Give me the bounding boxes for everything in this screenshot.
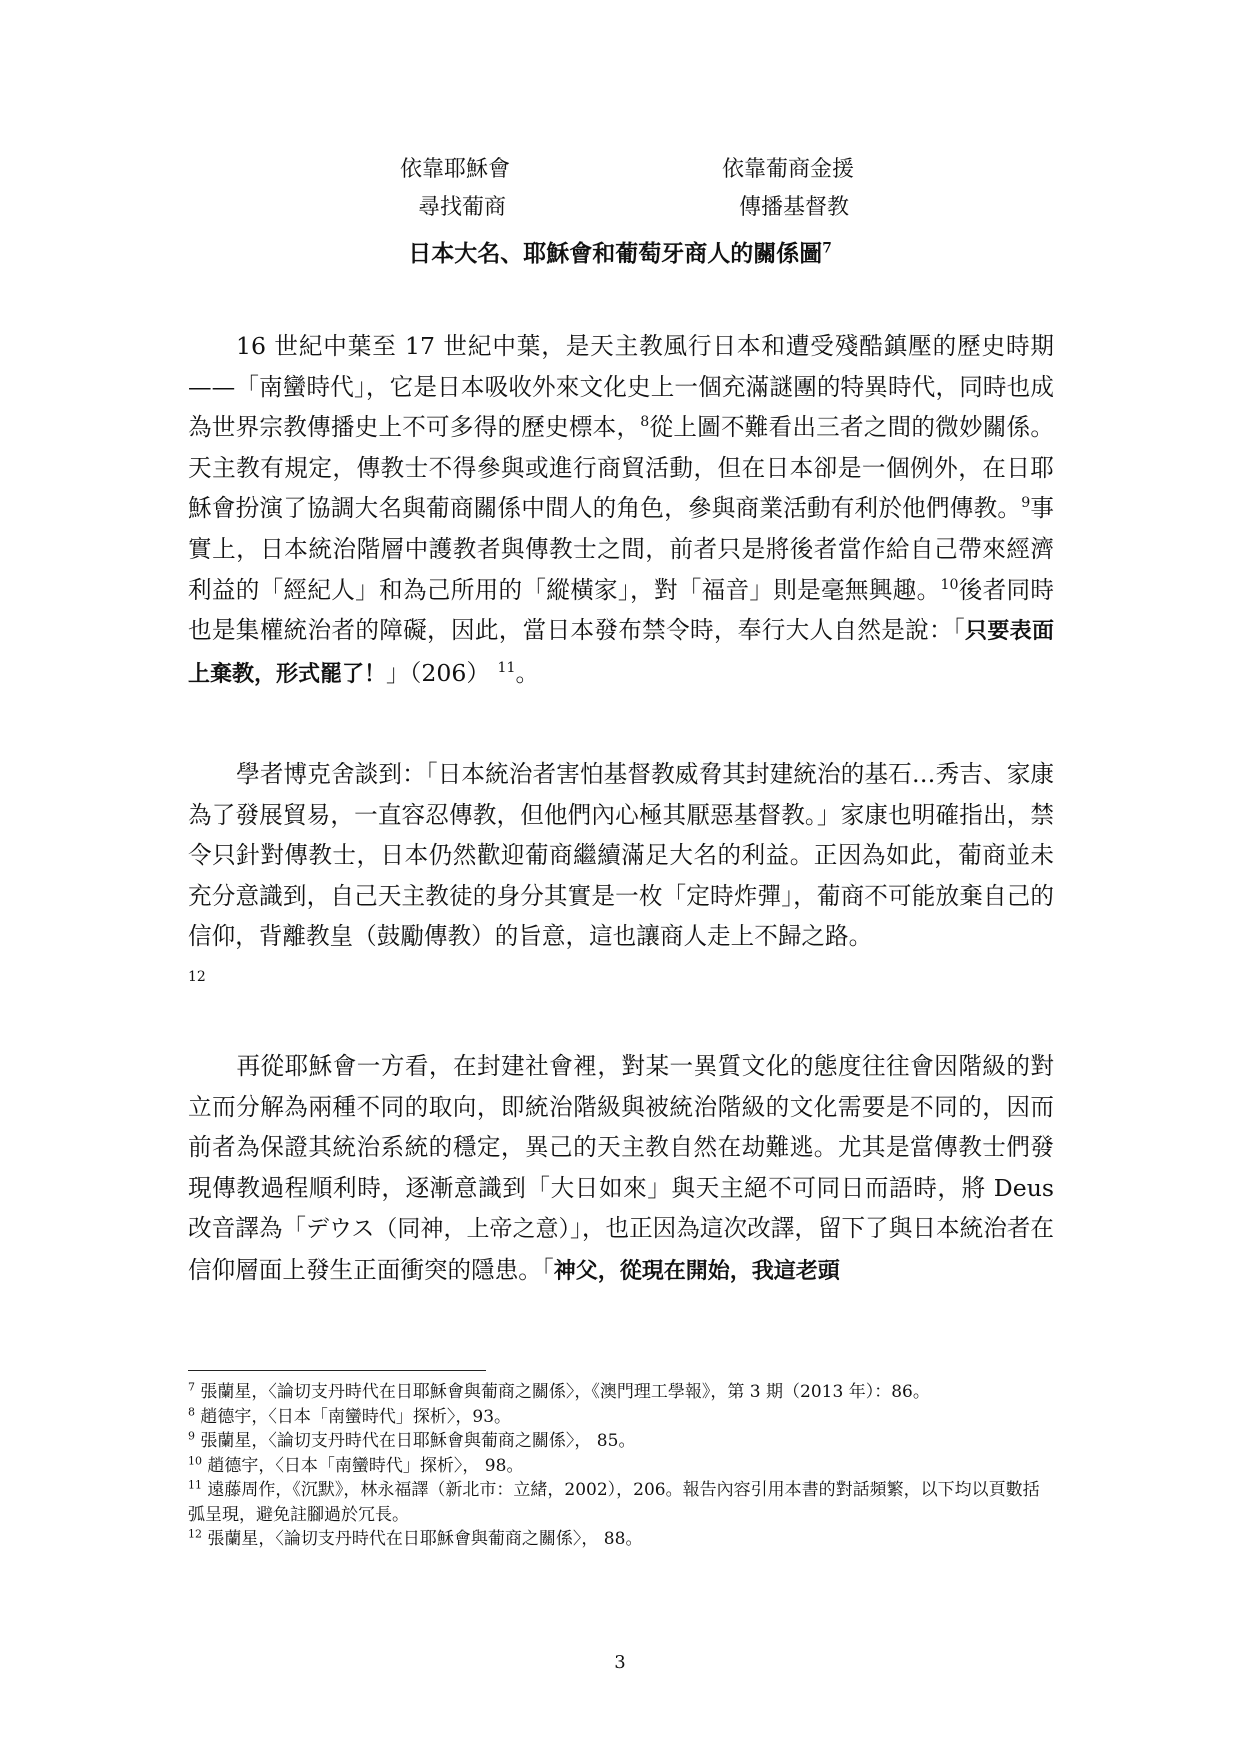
footnote-number: 9 (188, 1429, 195, 1443)
paragraph-2 (188, 754, 1054, 957)
footnote-11 (188, 1478, 1054, 1527)
footnote-7 (188, 1380, 1054, 1405)
paragraph-text: 學者博克舍談到：「日本統治者害怕基督教威脅其封建統治的基石…秀吉、家康為了發展貿易，一直容忍傳教，但他們內心極其厭惡基督教。」家康也明確指出，禁令只針對傳教士，日本仍然歡迎葡商繼續滿足大名的利益。正因為如此，葡商並未充分意識到，自己天主教徒的身分其實是一枚「定時炸彈」，葡商不可能放棄自己的信仰，背離教皇（鼓勵傳教）的旨意，這也讓商人走上不歸之路。 (188, 760, 1054, 951)
footnote-10 (188, 1454, 1054, 1479)
paragraph-text: 從上圖不難看出三者之間的微妙關係。天主教有規定，傳教士不得參與或進行商貿活動，但在日本卻是一個例外，在日耶穌會扮演了協調大名與葡商關係中間人的角色，參與商業活動有利於他們傳教。 (188, 413, 1054, 523)
paragraph-text: 」（206） (386, 658, 491, 687)
diagram-row-top (0, 153, 1240, 187)
paragraph-text: 16 世紀中葉至 17 世紀中葉，是天主教風行日本和遭受殘酷鎮壓的歷史時期——「南蠻時代」，它是日本吸收外來文化史上一個充滿謎團的特異時代，同時也成為世界宗教傳播史上不可多得的歷史標本， (188, 332, 1054, 442)
page-number: 3 (614, 1652, 626, 1673)
paragraph-text: 後者同時也是集權統治者的障礙，因此，當日本發布禁令時，奉行大人自然是說：「 (188, 575, 1054, 645)
footnote-text: 張蘭星，〈論切支丹時代在日耶穌會與葡商之關係〉，《澳門理工學報》，第 3 期（2013 年）：86。 (200, 1382, 930, 1402)
paragraph-text: 」，也正因為這次改譯，留下了與日本統治者在信仰層面上發生正面衝突的隱患。「 (188, 1214, 1055, 1284)
paragraph-text: 。 (515, 658, 540, 687)
footnote-12 (188, 1527, 1054, 1552)
footnote-9 (188, 1429, 1054, 1454)
figure-caption (0, 236, 1240, 272)
footnote-number: 8 (188, 1404, 195, 1418)
footnote-number: 7 (188, 1380, 195, 1394)
diagram-row-bottom (0, 191, 1240, 225)
footnote-ref[interactable]: 11 (497, 659, 516, 676)
novel-quote: 只要表面上棄教，形式罷了！ (188, 619, 1054, 687)
diagram-label-spread-christianity: 傳播基督教 (739, 195, 850, 220)
paragraph-text: 事實上，日本統治階層中護教者與傳教士之間，前者只是將後者當作給自己帶來經濟利益的「經紀人」和為己所用的「縱橫家」，對「福音」則是毫無興趣。 (188, 494, 1055, 604)
paragraph-text: 再從耶穌會一方看，在封建社會裡，對某一異質文化的態度往往會因階級的對立而分解為兩種不同的取向，即統治階級與被統治階級的文化需要是不同的，因而前者為保證其統治系統的穩定，異己的天主教自然在劫難逃。尤其是當傳教士們發現傳教過程順利時，逐漸意識到「大日如來」與天主絕不可同日而語時，將 Deus 改音譯為「 (188, 1052, 1054, 1243)
footnote-divider (188, 1370, 486, 1371)
footnote-ref[interactable]: 10 (940, 576, 959, 593)
figure-caption-text: 日本大名、耶穌會和葡萄牙商人的關係圖 (408, 240, 823, 267)
paragraph-1 (188, 326, 1054, 695)
japanese-term: デウス（同神，上帝之意） (306, 1216, 571, 1243)
footnote-ref[interactable]: 7 (822, 240, 832, 257)
footnote-text: 遠藤周作，《沉默》，林永福譯（新北市：立緒，2002），206。報告內容引用本書的對話頻繁，以下均以頁數括弧呈現，避免註腳過於冗長。 (188, 1480, 1040, 1525)
footnote-ref[interactable]: 12 (188, 969, 206, 985)
footnote-text: 張蘭星，〈論切支丹時代在日耶穌會與葡商之關係〉， 88。 (207, 1529, 643, 1549)
diagram-label-rely-on-jesuits: 依靠耶穌會 (400, 157, 511, 182)
footnote-ref[interactable]: 9 (1021, 495, 1031, 512)
novel-quote: 神父，從現在開始，我這老頭 (553, 1258, 840, 1284)
footnote-number: 12 (188, 1527, 202, 1541)
footnote-8 (188, 1405, 1054, 1430)
footnote-number: 11 (188, 1478, 202, 1492)
footnote-text: 趙德宇，〈日本「南蠻時代」探析〉， 98。 (207, 1455, 524, 1476)
footnote-text: 張蘭星，〈論切支丹時代在日耶穌會與葡商之關係〉， 85。 (200, 1431, 636, 1451)
footnote-number: 10 (188, 1453, 202, 1467)
diagram-label-rely-on-merchant-funding: 依靠葡商金援 (722, 157, 855, 182)
footnote-text: 趙德宇，〈日本「南蠻時代」探析〉，93。 (200, 1406, 512, 1427)
footnote-ref[interactable]: 8 (640, 414, 650, 431)
paragraph-3 (188, 1046, 1054, 1293)
diagram-label-seek-merchants: 尋找葡商 (418, 195, 507, 220)
footnotes (188, 1380, 1054, 1552)
